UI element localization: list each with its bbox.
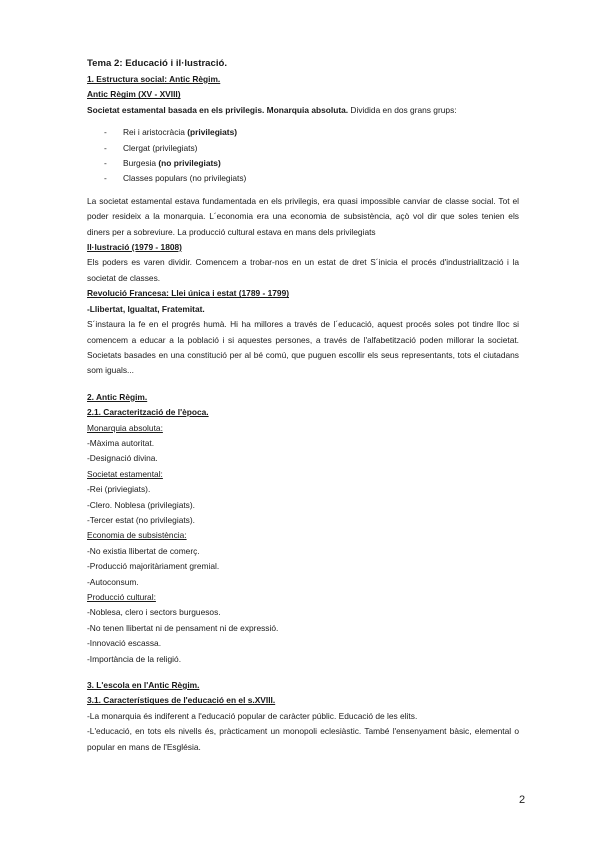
list-item: - Burgesia (no privilegiats) <box>104 156 519 171</box>
list-item: -Clero. Noblesa (privilegiats). <box>87 499 195 510</box>
produccio-label: Producció cultural: <box>87 592 156 602</box>
document-page <box>87 56 519 755</box>
list-item: -No existia llibertat de comerç. <box>87 545 200 556</box>
list-item: -Autoconsum. <box>87 576 139 587</box>
illustracio-paragraph: Els poders es varen dividir. Comencem a trobar-nos en un estat de dret S´inicia el procés d'industrialització i la societat de classes. <box>87 257 519 283</box>
list-item: -Designació divina. <box>87 453 158 464</box>
list-item: -Rei (priviegiats). <box>87 484 151 495</box>
list-item: - Classes populars (no privilegiats) <box>104 171 519 186</box>
societat-label: Societat estamental: <box>87 468 163 479</box>
economia-label: Economia de subsistència: <box>87 530 187 541</box>
list-item: -Producció majoritàriament gremial. <box>87 561 220 572</box>
list-item: -Noblesa, clero i sectors burguesos. <box>87 607 221 618</box>
section-3-heading: 3. L'escola en l'Antic Règim. <box>87 680 200 691</box>
estamental-paragraph: La societat estamental estava fundamentada en els privilegis, era quasi impossible canviar de classe social. Tot el poder resideix a la monarquia. L´economia era una economia de subsistència, açò vol dir que soles tenien els diners per a sobreviure. La producció cultural estava en mans dels privilegiats <box>87 195 519 237</box>
list-item: -No tenen llibertat ni de pensament ni de expressió. <box>87 622 279 633</box>
revolucio-paragraph: S´instaura la fe en el progrés humà. Hi ha millores a través de l´educació, aquest procés soles pot tindre lloc si comencem a educar a la població i si aquestes persones, a través de l'alfabetització poden millorar la societat. Societats basades en una constitució per al bé comú, que puguen escollir els seus representants, tots el ciutadans som iguals... <box>87 319 519 376</box>
section-2-heading: 2. Antic Règim. <box>87 391 148 402</box>
monarquia-label: Monarquia absoluta: <box>87 422 163 433</box>
section-1-intro: Societat estamental basada en els privilegis. Monarquia absoluta. Dividida en dos grans grups: <box>87 104 457 115</box>
illustracio-heading: Il·lustració (1979 - 1808) <box>87 242 182 253</box>
list-item: -Tercer estat (no privilegiats). <box>87 514 195 525</box>
section-2-1-heading: 2.1. Caracterització de l'època. <box>87 407 209 418</box>
social-groups-list <box>87 125 519 187</box>
antic-regim-subheading: Antic Règim (XV - XVIII) <box>87 89 181 100</box>
list-item: - Clergat (privilegiats) <box>104 141 519 156</box>
list-item: - Rei i aristocràcia (privilegiats) <box>104 125 519 140</box>
list-item: -Innovació escassa. <box>87 638 162 649</box>
page-number: 2 <box>519 794 526 806</box>
section-1-heading: 1. Estructura social: Antic Règim. <box>87 74 221 84</box>
section-3-1-heading: 3.1. Característiques de l'educació en el s.XVIII. <box>87 695 276 706</box>
section-3-line-2: -L'educació, en tots els nivells és, pràcticament un monopoli eclesiàstic. També l'ensenyament bàsic, elemental o popular en mans de l'Església. <box>87 726 519 752</box>
page-title: Tema 2: Educació i il·lustració. <box>87 58 228 69</box>
revolucio-heading: Revolució Francesa: Llei única i estat (1789 - 1799) <box>87 288 290 299</box>
section-3-line-1: -La monarquia és indiferent a l'educació popular de caràcter públic. Educació de les elits. <box>87 710 418 721</box>
list-item: -Màxima autoritat. <box>87 437 155 448</box>
revolucio-motto: -Llibertat, Igualtat, Fratemitat. <box>87 303 205 314</box>
list-item: -Importància de la religió. <box>87 653 182 664</box>
